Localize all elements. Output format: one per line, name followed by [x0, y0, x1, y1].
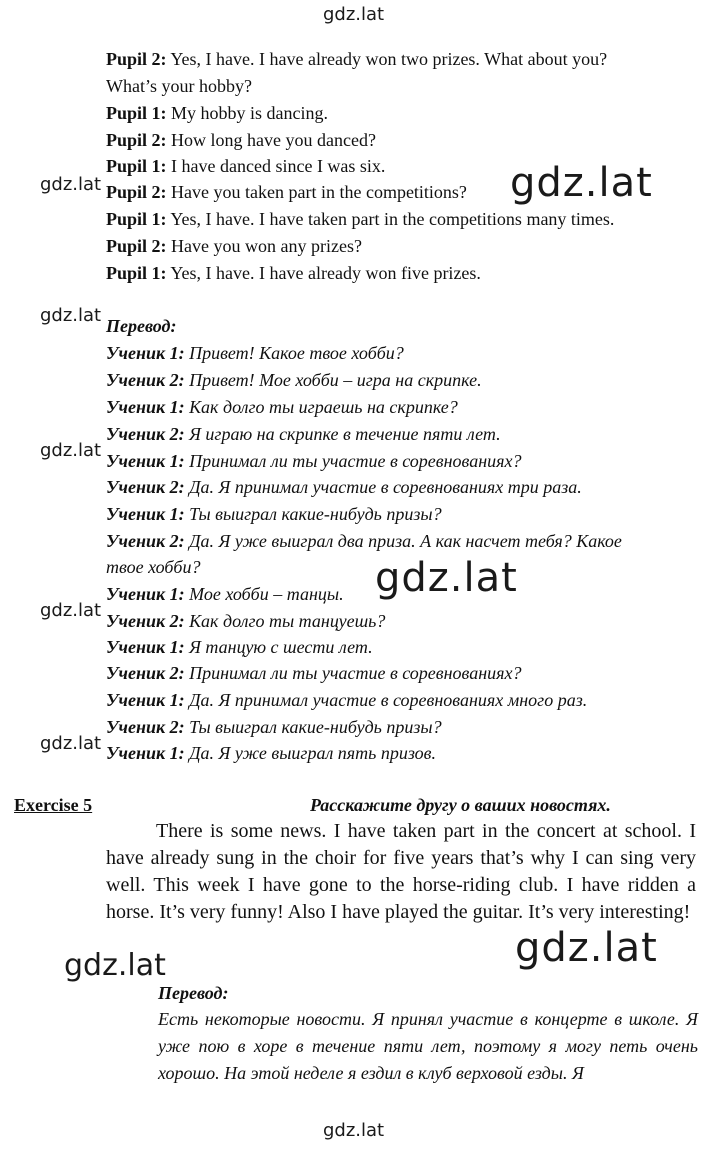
exercise-text-ru: Есть некоторые новости. Я принял участие в концерте в школе. Я уже пою в хоре в течение пяти лет, поэтому я могу петь очень хорошо. На этой неделе я ездил в клуб верховой езды. Я	[158, 1009, 698, 1083]
speaker-label: Pupil 2:	[106, 182, 167, 202]
dialogue-line	[106, 75, 252, 97]
speaker-label: Ученик 2:	[106, 663, 185, 683]
dialogue-line	[106, 583, 344, 605]
line-text: How long have you danced?	[171, 130, 376, 150]
dialogue-line	[106, 662, 522, 684]
speaker-label: Pupil 2:	[106, 236, 167, 256]
watermark-left-2: gdz.lat	[40, 305, 102, 326]
dialogue-line	[106, 155, 385, 177]
line-text: Как долго ты танцуешь?	[189, 611, 386, 631]
line-text: Ты выиграл какие-нибудь призы?	[189, 504, 442, 524]
speaker-label: Ученик 2:	[106, 477, 185, 497]
speaker-label: Ученик 2:	[106, 424, 185, 444]
speaker-label: Ученик 1:	[106, 451, 185, 471]
dialogue-line	[106, 181, 467, 203]
speaker-label: Pupil 1:	[106, 263, 167, 283]
dialogue-line	[106, 610, 385, 632]
watermark-big-2: gdz.lat	[375, 555, 518, 601]
line-text: Have you won any prizes?	[171, 236, 362, 256]
dialogue-line	[106, 476, 582, 498]
speaker-label: Ученик 2:	[106, 370, 185, 390]
watermark-big-3: gdz.lat	[515, 925, 658, 971]
speaker-label: Ученик 2:	[106, 611, 185, 631]
speaker-label: Ученик 2:	[106, 717, 185, 737]
line-text: Привет! Какое твое хобби?	[189, 343, 404, 363]
line-text: твое хобби?	[106, 557, 201, 577]
speaker-label: Pupil 1:	[106, 209, 167, 229]
dialogue-line	[106, 689, 587, 711]
dialogue-line	[106, 102, 328, 124]
exercise-task: Расскажите другу о ваших новостях.	[310, 795, 611, 815]
speaker-label: Ученик 1:	[106, 343, 185, 363]
dialogue-line	[106, 423, 501, 445]
line-text: Да. Я принимал участие в соревнованиях три раза.	[189, 477, 582, 497]
line-text: Have you taken part in the competitions?	[171, 182, 467, 202]
line-text: Как долго ты играешь на скрипке?	[189, 397, 458, 417]
line-text: Да. Я уже выиграл два приза. А как насчет тебя? Какое	[189, 531, 622, 551]
line-text: Я танцую с шести лет.	[189, 637, 373, 657]
watermark-mid-left: gdz.lat	[64, 948, 166, 983]
speaker-label: Ученик 1:	[106, 637, 185, 657]
line-text: Привет! Мое хобби – игра на скрипке.	[189, 370, 482, 390]
line-text: Да. Я уже выиграл пять призов.	[189, 743, 436, 763]
line-text: Yes, I have. I have already won five prizes.	[170, 263, 481, 283]
speaker-label: Ученик 1:	[106, 690, 185, 710]
dialogue-line	[106, 48, 607, 70]
dialogue-line	[106, 503, 442, 525]
exercise-text-en: There is some news. I have taken part in the concert at school. I have already sung in the choir for five years that’s why I can sing very well. This week I have gone to the horse-riding club. I have ridden a horse. It’s very funny! Also I have played the guitar. It’s very interesting!	[106, 820, 696, 923]
speaker-label: Ученик 2:	[106, 531, 185, 551]
watermark-bottom: gdz.lat	[323, 1120, 385, 1141]
dialogue-line	[106, 342, 404, 364]
watermark-left-4: gdz.lat	[40, 600, 102, 621]
line-text: Ты выиграл какие-нибудь призы?	[189, 717, 442, 737]
dialogue-line	[106, 742, 436, 764]
exercise-title: Exercise 5	[14, 795, 93, 815]
line-text: Мое хобби – танцы.	[189, 584, 344, 604]
dialogue-line	[106, 530, 622, 552]
speaker-label: Ученик 1:	[106, 397, 185, 417]
line-text: My hobby is dancing.	[171, 103, 329, 123]
speaker-label: Ученик 1:	[106, 504, 185, 524]
speaker-label: Pupil 2:	[106, 49, 167, 69]
watermark-left-5: gdz.lat	[40, 733, 102, 754]
line-text: Yes, I have. I have already won two prizes. What about you?	[170, 49, 608, 69]
speaker-label: Ученик 1:	[106, 743, 185, 763]
watermark-left-1: gdz.lat	[40, 174, 102, 195]
dialogue-line	[106, 129, 376, 151]
speaker-label: Pupil 1:	[106, 103, 167, 123]
exercise-translation-heading: Перевод:	[158, 983, 229, 1003]
line-text: Я играю на скрипке в течение пяти лет.	[189, 424, 501, 444]
dialogue-line	[106, 208, 614, 230]
translation-heading: Перевод:	[106, 316, 177, 336]
watermark-big-1: gdz.lat	[510, 160, 653, 206]
line-text: I have danced since I was six.	[171, 156, 386, 176]
dialogue-line	[106, 235, 362, 257]
watermark-left-3: gdz.lat	[40, 440, 102, 461]
dialogue-line	[106, 716, 442, 738]
line-text: Принимал ли ты участие в соревнованиях?	[189, 663, 522, 683]
dialogue-line	[106, 556, 200, 578]
dialogue-line	[106, 262, 481, 284]
line-text: Да. Я принимал участие в соревнованиях много раз.	[189, 690, 588, 710]
watermark-top: gdz.lat	[323, 4, 385, 25]
line-text: Yes, I have. I have taken part in the competitions many times.	[170, 209, 615, 229]
dialogue-line	[106, 636, 373, 658]
speaker-label: Pupil 1:	[106, 156, 167, 176]
speaker-label: Pupil 2:	[106, 130, 167, 150]
dialogue-line	[106, 450, 522, 472]
line-text: Принимал ли ты участие в соревнованиях?	[189, 451, 522, 471]
speaker-label: Ученик 1:	[106, 584, 185, 604]
dialogue-line	[106, 369, 482, 391]
dialogue-line	[106, 396, 458, 418]
line-text: What’s your hobby?	[106, 76, 252, 96]
